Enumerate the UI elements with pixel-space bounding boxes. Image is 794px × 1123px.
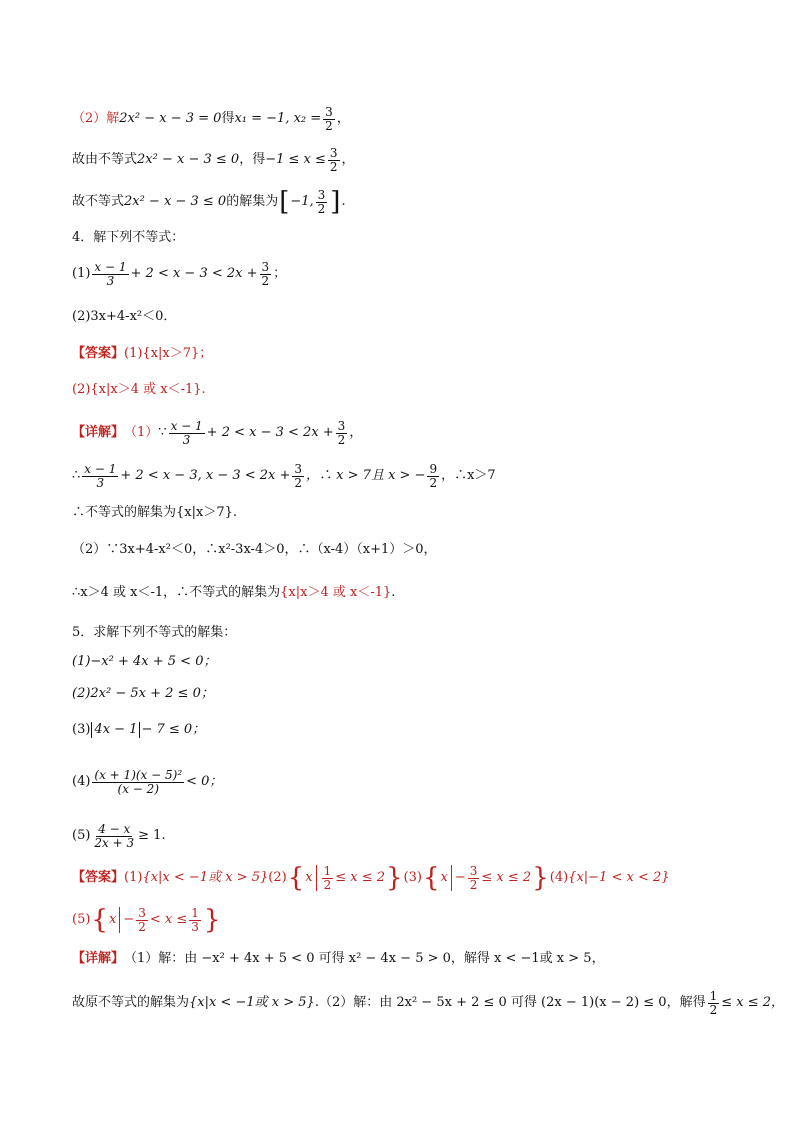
q5-part5 xyxy=(72,818,734,854)
punct: ； xyxy=(273,266,287,281)
solution-set: {x|−1 < x < 2} xyxy=(568,870,670,885)
equation: 2x² − x − 3 = 0 xyxy=(119,111,222,126)
absolute-value: 4x − 1 xyxy=(91,722,140,738)
expr: + 2 < x − 3, x − 3 < 2x + xyxy=(120,468,291,483)
part-label: (3) xyxy=(72,722,91,737)
expr: + 2 < x − 3 < 2x + xyxy=(206,425,334,440)
expr: < x ≤ xyxy=(149,912,188,927)
expr: − 7 ≤ 0； xyxy=(141,722,206,737)
text: 得 xyxy=(221,111,235,126)
expr: ≤ x ≤ 2， xyxy=(721,995,785,1010)
q5-title xyxy=(72,625,734,641)
detail-tag: 【详解】 xyxy=(72,425,125,440)
q5-answer-2 xyxy=(72,904,734,936)
text: （1）解：由 −x² + 4x + 5 < 0 可得 x² − 4x − 5 > 0，解得 x < −1或 x > 5， xyxy=(124,951,605,966)
right-bracket: ] xyxy=(330,187,341,217)
expr: (1)−x² + 4x + 5 < 0； xyxy=(72,654,217,669)
fraction: $\frac{3}{2}$ xyxy=(337,418,346,447)
q5-part2 xyxy=(72,686,734,702)
question-title: 5．求解下列不等式的解集： xyxy=(72,625,237,640)
text: ∴不等式的解集为{x|x＞7}. xyxy=(72,505,237,520)
expr: + 2 < x − 3 < 2x + xyxy=(130,266,258,281)
answer-text: (1){x|x＞7}； xyxy=(124,346,213,361)
q4-detail-1 xyxy=(72,417,734,449)
var: x xyxy=(108,912,117,927)
q4-title xyxy=(72,230,734,246)
expr: ，∴ x > 7且 x > − xyxy=(306,468,426,483)
part-label: (4) xyxy=(549,870,569,885)
expr: ，∴x＞7 xyxy=(441,468,496,483)
fraction: $\frac{9}{2}$ xyxy=(429,461,438,490)
therefore-symbol: ∴ xyxy=(72,468,81,483)
text: （2）∵3x+4-x²＜0，∴x²-3x-4＞0，∴（x-4）（x+1）＞0， xyxy=(72,542,437,557)
solve-line-2 xyxy=(72,145,734,175)
expr: (2)3x+4-x²＜0． xyxy=(72,309,177,324)
fraction: $\frac{x - 1}{3}$ xyxy=(84,461,117,490)
expr: ≤ x ≤ 2 xyxy=(481,870,532,885)
fraction: $\frac{3}{2}$ xyxy=(261,259,270,288)
punct: . xyxy=(341,194,346,209)
right-brace: } xyxy=(386,863,403,893)
left-bracket: [ xyxy=(279,187,290,217)
var: x xyxy=(305,870,313,885)
fraction: $\frac{\text{(x + 1)(x − 5)²}}{(x - 2)}$ xyxy=(94,767,183,796)
fraction: $\frac{1}{2}$ xyxy=(709,988,718,1017)
part-label: (2) xyxy=(268,870,287,885)
expr: ≥ 1. xyxy=(138,828,166,843)
text: 故原不等式的解集为 xyxy=(72,995,190,1010)
fraction: $\frac{3}{2}$ xyxy=(317,187,326,216)
solution-set: {x|x＞4 或 x＜-1} xyxy=(280,585,392,600)
set-bar xyxy=(451,865,452,891)
answer-text: (2){x|x＞4 或 x＜-1}. xyxy=(72,382,206,397)
part-label: (5) xyxy=(72,912,91,927)
fraction: $\frac{3}{2}$ xyxy=(138,905,146,934)
left-brace: { xyxy=(422,863,440,893)
left-brace: { xyxy=(91,905,108,935)
expr: (2)2x² − 5x + 2 ≤ 0； xyxy=(72,686,214,701)
expr: < 0； xyxy=(186,774,223,789)
set-bar xyxy=(119,907,120,933)
fraction: $\frac{3}{2}$ xyxy=(469,863,478,892)
expr: ≤ x ≤ 2 xyxy=(335,870,385,885)
q4-detail-5 xyxy=(72,585,734,601)
roots: x₁ = −1, x₂ = xyxy=(234,111,322,126)
part-label: （1） xyxy=(124,425,159,440)
detail-tag: 【详解】 xyxy=(72,951,125,966)
q4-detail-2 xyxy=(72,460,734,492)
q5-part1 xyxy=(72,654,734,670)
q4-part2 xyxy=(72,309,734,325)
text: 的解集为 xyxy=(226,194,279,209)
inequality: 2x² − x − 3 ≤ 0 xyxy=(137,152,240,167)
punct: ， xyxy=(336,111,350,126)
right-brace: } xyxy=(203,905,221,935)
q4-answer-1 xyxy=(72,346,734,362)
q4-detail-3 xyxy=(72,505,734,521)
set-bar xyxy=(316,865,317,891)
q4-answer-2 xyxy=(72,382,734,398)
q4-part1 xyxy=(72,258,734,290)
solution-set: {x|x < −1或 x > 5} xyxy=(142,870,269,885)
q5-part4 xyxy=(72,762,734,802)
left-brace: { xyxy=(287,863,305,893)
solve-line-1 xyxy=(72,104,734,134)
fraction: $\frac{3}{2}$ xyxy=(325,104,333,133)
text: 故由不等式 xyxy=(72,152,138,167)
part-label: (1) xyxy=(72,266,91,281)
fraction: $\frac{4 - x}{2x + 3}$ xyxy=(94,821,135,850)
fraction: $\frac{1}{2}$ xyxy=(323,863,332,892)
because-symbol: ∵ xyxy=(158,425,167,440)
answer-tag: 【答案】 xyxy=(72,870,125,885)
part-label: (5) xyxy=(72,828,91,843)
fraction: $\frac{3}{2}$ xyxy=(294,461,303,490)
punct: ， xyxy=(341,152,355,167)
text: .（2）解：由 2x² − 5x + 2 ≤ 0 可得 (2x − 1)(x − 2) ≤ 0，解得 xyxy=(314,995,706,1010)
part-label: (1) xyxy=(124,870,143,885)
solve-line-3 xyxy=(72,186,734,218)
q5-part3 xyxy=(72,722,734,738)
var: x xyxy=(440,870,448,885)
punct: ， xyxy=(349,425,363,440)
text: ，得 xyxy=(239,152,266,167)
punct: . xyxy=(391,585,396,600)
q5-detail-2 xyxy=(72,987,785,1019)
text: 故不等式 xyxy=(72,194,125,209)
interval: −1, xyxy=(290,194,314,209)
minus-sign: − xyxy=(454,870,466,885)
solution-set: {x|x < −1或 x > 5} xyxy=(189,995,315,1010)
fraction: $\frac{1}{3}$ xyxy=(191,905,199,934)
text: ∴x＞4 或 x＜-1，∴不等式的解集为 xyxy=(72,585,281,600)
fraction: $\frac{x - 1}{3}$ xyxy=(94,259,127,288)
q4-detail-4 xyxy=(72,542,734,558)
fraction: $\frac{x - 1}{3}$ xyxy=(170,418,203,447)
part-label: (4) xyxy=(72,774,91,789)
fraction: $\frac{3}{2}$ xyxy=(329,145,338,174)
right-brace: } xyxy=(532,863,549,893)
answer-tag: 【答案】 xyxy=(72,346,125,361)
part-label: （2）解 xyxy=(72,111,120,126)
q5-answer-1 xyxy=(72,862,734,894)
result: −1 ≤ x ≤ xyxy=(265,152,326,167)
part-label: (3) xyxy=(403,870,422,885)
q5-detail-1 xyxy=(72,951,734,967)
minus-sign: − xyxy=(123,912,135,927)
inequality: 2x² − x − 3 ≤ 0 xyxy=(124,194,227,209)
question-title: 4．解下列不等式： xyxy=(72,230,185,245)
